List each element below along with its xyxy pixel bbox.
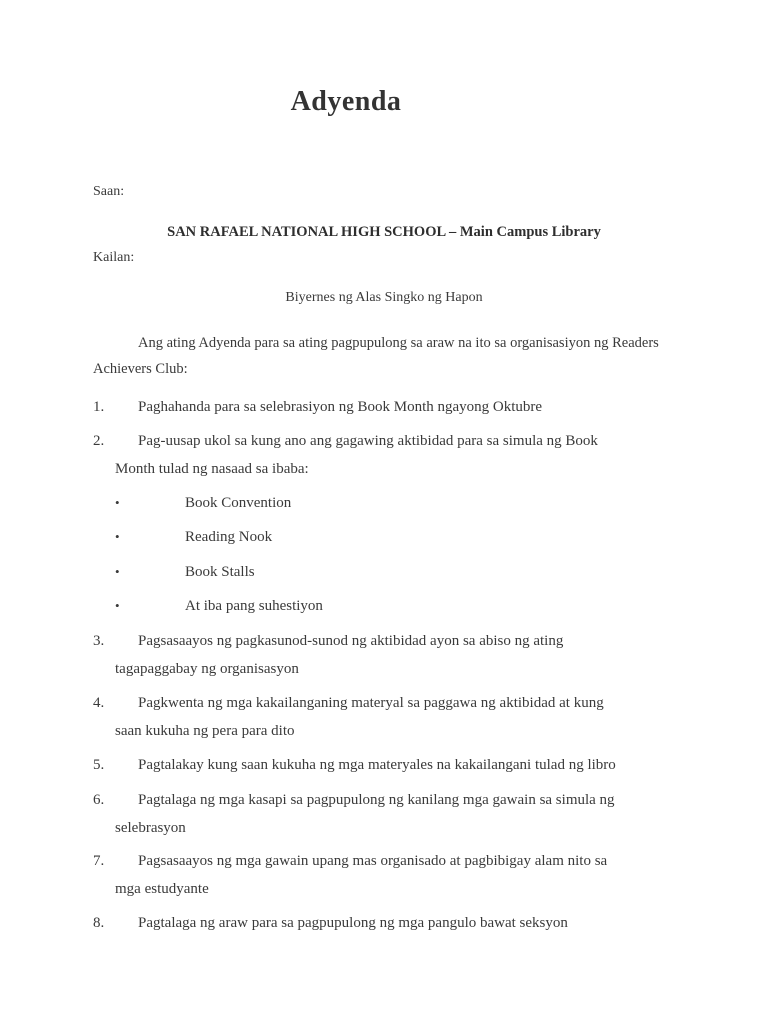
agenda-item-text-continued: Month tulad ng nasaad sa ibaba: (115, 461, 309, 477)
sub-list-item-text: Book Stalls (185, 564, 255, 580)
agenda-item (93, 427, 693, 483)
sub-list-item-text: At iba pang suhestiyon (185, 598, 323, 614)
agenda-item-number: 1. (93, 399, 105, 415)
bullet-icon: • (115, 529, 120, 544)
agenda-item-number: 7. (93, 853, 105, 869)
agenda-item (93, 689, 693, 745)
agenda-item (93, 393, 693, 421)
agenda-item-text-continued: selebrasyon (115, 820, 186, 836)
bullet-icon: • (115, 495, 120, 510)
agenda-item-text: Pagtalaga ng araw para sa pagpupulong ng mga pangulo bawat seksyon (138, 915, 568, 931)
when-label: Kailan: (93, 250, 135, 265)
agenda-item-text-continued: mga estudyante (115, 881, 209, 897)
agenda-item (93, 847, 693, 903)
agenda-item-text-continued: tagapaggabay ng organisasyon (115, 661, 299, 677)
bullet-icon: • (115, 564, 120, 579)
agenda-item-number: 8. (93, 915, 105, 931)
agenda-item-text: Pagsasaayos ng mga gawain upang mas organisado at pagbibigay alam nito sa (138, 853, 608, 869)
agenda-item-text: Pagsasaayos ng pagkasunod-sunod ng aktibidad ayon sa abiso ng ating (138, 633, 564, 649)
intro-paragraph: Ang ating Adyenda para sa ating pagpupulong sa araw na ito sa organisasiyon ng Readers Achievers Club: (93, 335, 659, 377)
agenda-item (93, 751, 693, 779)
where-value: SAN RAFAEL NATIONAL HIGH SCHOOL – Main Campus Library (167, 224, 601, 240)
agenda-item-text: Pagtalakay kung saan kukuha ng mga materyales na kakailangani tulad ng libro (138, 757, 616, 773)
agenda-item-text: Pag-uusap ukol sa kung ano ang gagawing aktibidad para sa simula ng Book (138, 433, 598, 449)
agenda-item-number: 6. (93, 792, 105, 808)
bullet-icon: • (115, 598, 120, 613)
agenda-item (93, 627, 693, 683)
sub-list-item-text: Book Convention (185, 495, 292, 511)
sub-list-item-text: Reading Nook (185, 529, 273, 545)
agenda-item-number: 5. (93, 757, 105, 773)
agenda-item-number: 3. (93, 633, 105, 649)
agenda-item (93, 909, 693, 937)
where-label: Saan: (93, 184, 125, 199)
agenda-item-text: Paghahanda para sa selebrasiyon ng Book Month ngayong Oktubre (138, 399, 543, 415)
agenda-item-number: 2. (93, 433, 105, 449)
agenda-item-text-continued: saan kukuha ng pera para dito (115, 723, 295, 739)
agenda-item-text: Pagkwenta ng mga kakailanganing materyal sa paggawa ng aktibidad at kung (138, 695, 604, 711)
document-title: Adyenda (290, 86, 402, 117)
agenda-item-number: 4. (93, 695, 105, 711)
agenda-item-text: Pagtalaga ng mga kasapi sa pagpupulong ng kanilang mga gawain sa simula ng (138, 792, 615, 808)
agenda-item (93, 786, 693, 842)
when-value: Biyernes ng Alas Singko ng Hapon (285, 290, 483, 305)
